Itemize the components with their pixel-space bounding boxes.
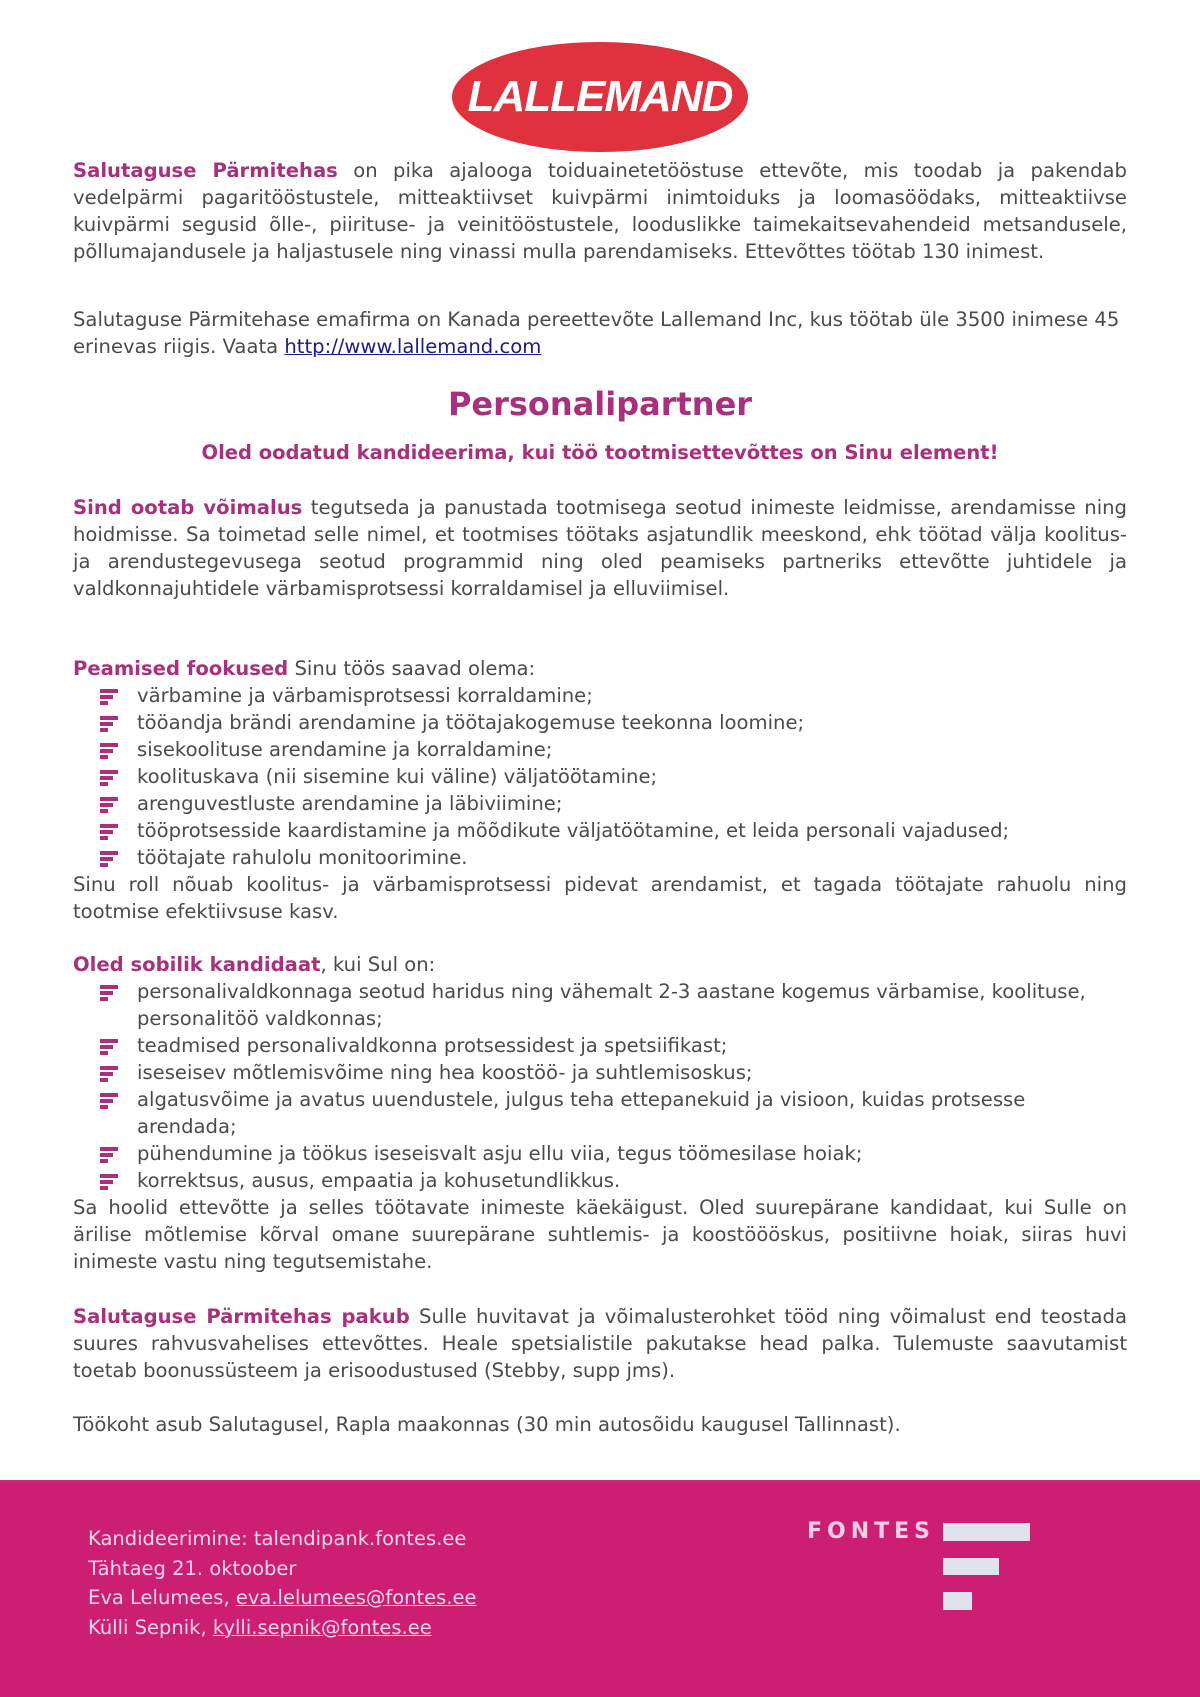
fontes-bullet-icon — [100, 824, 118, 840]
list-item: iseseisev mõtlemisvõime ning hea koostöö- ja suhtlemisoskus; — [100, 1059, 1127, 1086]
location-paragraph: Töökoht asub Salutagusel, Rapla maakonnas (30 min autosõidu kaugusel Tallinnast). — [73, 1413, 901, 1436]
offer-highlight: Salutaguse Pärmitehas pakub — [73, 1305, 410, 1328]
fontes-logo-bar-icon — [943, 1558, 999, 1575]
focus-section — [73, 655, 1127, 925]
contact-line — [88, 1613, 477, 1643]
list-item: värbamine ja värbamisprotsessi korraldamine; — [100, 682, 1127, 709]
list-item: korrektsus, ausus, empaatia ja kohusetundlikkus. — [100, 1167, 1127, 1194]
candidate-list — [100, 978, 1127, 1194]
fontes-bullet-icon — [100, 770, 118, 786]
deadline-line: Tähtaeg 21. oktoober — [88, 1556, 297, 1580]
focus-list — [100, 682, 1127, 871]
list-item: tööprotsesside kaardistamine ja mõõdikute väljatöötamine, et leida personali vajadused; — [100, 817, 1127, 844]
logo-oval — [452, 42, 748, 152]
parent-company — [73, 306, 1127, 360]
contact-email-link[interactable]: eva.lelumees@fontes.ee — [235, 1586, 477, 1609]
list-item: personalivaldkonnaga seotud haridus ning vähemalt 2-3 aastane kogemus värbamise, koolituse, personalitöö valdkonnas; — [100, 978, 1127, 1032]
list-item: algatusvõime ja avatus uuendustele, julgus teha ettepanekuid ja visioon, kuidas protsesse arendada; — [100, 1086, 1127, 1140]
contact-name: Eva Lelumees, — [88, 1586, 236, 1609]
footer-banner — [0, 1480, 1200, 1697]
opportunity-text: tegutseda ja panustada tootmisega seotud inimeste leidmisse, arendamisse ning hoidmisse. Sa toimetad selle nimel, et tootmises töötaks asjatundlik meeskond, ehk töötad välja koolitus- ja arendustegevusega seotud programmid ning oled peamiseks partneriks ettevõtte juhtidele ja valdkonnajuhtidele värbamisprotsessi korraldamisel ja elluviimisel. — [73, 496, 1127, 600]
offer-paragraph — [73, 1303, 1127, 1384]
lallemand-logo — [452, 42, 748, 152]
opportunity-paragraph — [73, 494, 1127, 602]
fontes-bullet-icon — [100, 1093, 118, 1109]
candidate-intro: , kui Sul on: — [320, 953, 436, 976]
focus-outro: Sinu roll nõuab koolitus- ja värbamisprotsessi pidevat arendamist, et tagada töötajate rahuolu ning tootmise efektiivsuse kasv. — [73, 873, 1127, 923]
list-item: teadmised personalivaldkonna protsessidest ja spetsiifikast; — [100, 1032, 1127, 1059]
candidate-outro: Sa hoolid ettevõtte ja selles töötavate inimeste käekäigust. Oled suurepärane kandidaat, kui Sulle on ärilise mõtlemise kõrval omane suurepärane suhtlemis- ja koostöööskus, positiivne hoiak, siiras huvi inimeste vastu ning tegutsemistahe. — [73, 1196, 1127, 1273]
list-item: töötajate rahulolu monitoorimine. — [100, 844, 1127, 871]
list-item: pühendumine ja töökus iseseisvalt asju ellu viia, tegus töömesilase hoiak; — [100, 1140, 1127, 1167]
fontes-bullet-icon — [100, 743, 118, 759]
intro-highlight: Salutaguse Pärmitehas — [73, 159, 338, 182]
fontes-bullet-icon — [100, 1039, 118, 1055]
fontes-logo-text: FONTES — [807, 1519, 936, 1544]
focus-highlight: Peamised fookused — [73, 657, 289, 680]
opportunity-highlight: Sind ootab võimalus — [73, 496, 303, 519]
parent-company-text: Salutaguse Pärmitehase emafirma on Kanada pereettevõte Lallemand Inc, kus töötab üle 3500 inimese 45 erinevas riigis. Vaata — [73, 308, 1120, 358]
fontes-bullet-icon — [100, 851, 118, 867]
lallemand-link[interactable]: http://www.lallemand.com — [284, 335, 542, 358]
contact-email-link[interactable]: kylli.sepnik@fontes.ee — [212, 1615, 432, 1639]
company-intro — [73, 157, 1127, 265]
list-item: tööandja brändi arendamine ja töötajakogemuse teekonna loomine; — [100, 709, 1127, 736]
fontes-logo-bar-icon — [943, 1592, 972, 1610]
job-title: Personalipartner — [447, 385, 753, 423]
contact-line — [88, 1583, 477, 1613]
contact-name: Külli Sepnik, — [88, 1615, 213, 1639]
focus-intro: Sinu töös saavad olema: — [288, 657, 536, 680]
offer-text: Sulle huvitavat ja võimalusterohket tööd ning võimalust end teostada suures rahvusvahelises ettevõttes. Heale spetsialistile pakutakse head palka. Tulemuste saavutamist toetab boonussüsteem ja erisoodustused (Stebby, supp jms). — [73, 1305, 1127, 1382]
list-item: koolituskava (nii sisemine kui väline) väljatöötamine; — [100, 763, 1127, 790]
fontes-bullet-icon — [100, 1147, 118, 1163]
logo-text: LALLEMAND — [467, 72, 733, 121]
fontes-bullet-icon — [100, 689, 118, 705]
fontes-bullet-icon — [100, 716, 118, 732]
fontes-bullet-icon — [100, 1174, 118, 1190]
fontes-bullet-icon — [100, 1066, 118, 1082]
candidate-highlight: Oled sobilik kandidaat — [73, 953, 321, 976]
contact-info — [88, 1524, 477, 1642]
job-subtitle: Oled oodatud kandideerima, kui töö tootmisettevõttes on Sinu element! — [201, 441, 999, 464]
candidate-heading — [73, 951, 1127, 978]
fontes-bullet-icon — [100, 797, 118, 813]
fontes-logo-bar-icon — [943, 1523, 1030, 1541]
fontes-bullet-icon — [100, 985, 118, 1001]
intro-text: on pika ajalooga toiduainetetööstuse ettevõte, mis toodab ja pakendab vedelpärmi pagaritööstustele, mitteaktiivset kuivpärmi inimtoiduks ja loomasöödaks, mitteaktiivse kuivpärmi segusid õlle-, piirituse- ja veinitööstustele, looduslikke taimekaitsevahendeid metsandusele, põllumajandusele ja haljastusele ning vinassi mulla parendamiseks. Ettevõttes töötab 130 inimest. — [73, 159, 1127, 263]
list-item: sisekoolituse arendamine ja korraldamine; — [100, 736, 1127, 763]
apply-line: Kandideerimine: talendipank.fontes.ee — [88, 1527, 467, 1550]
list-item: arenguvestluste arendamine ja läbiviimine; — [100, 790, 1127, 817]
focus-heading — [73, 655, 1127, 682]
candidate-section — [73, 951, 1127, 1275]
